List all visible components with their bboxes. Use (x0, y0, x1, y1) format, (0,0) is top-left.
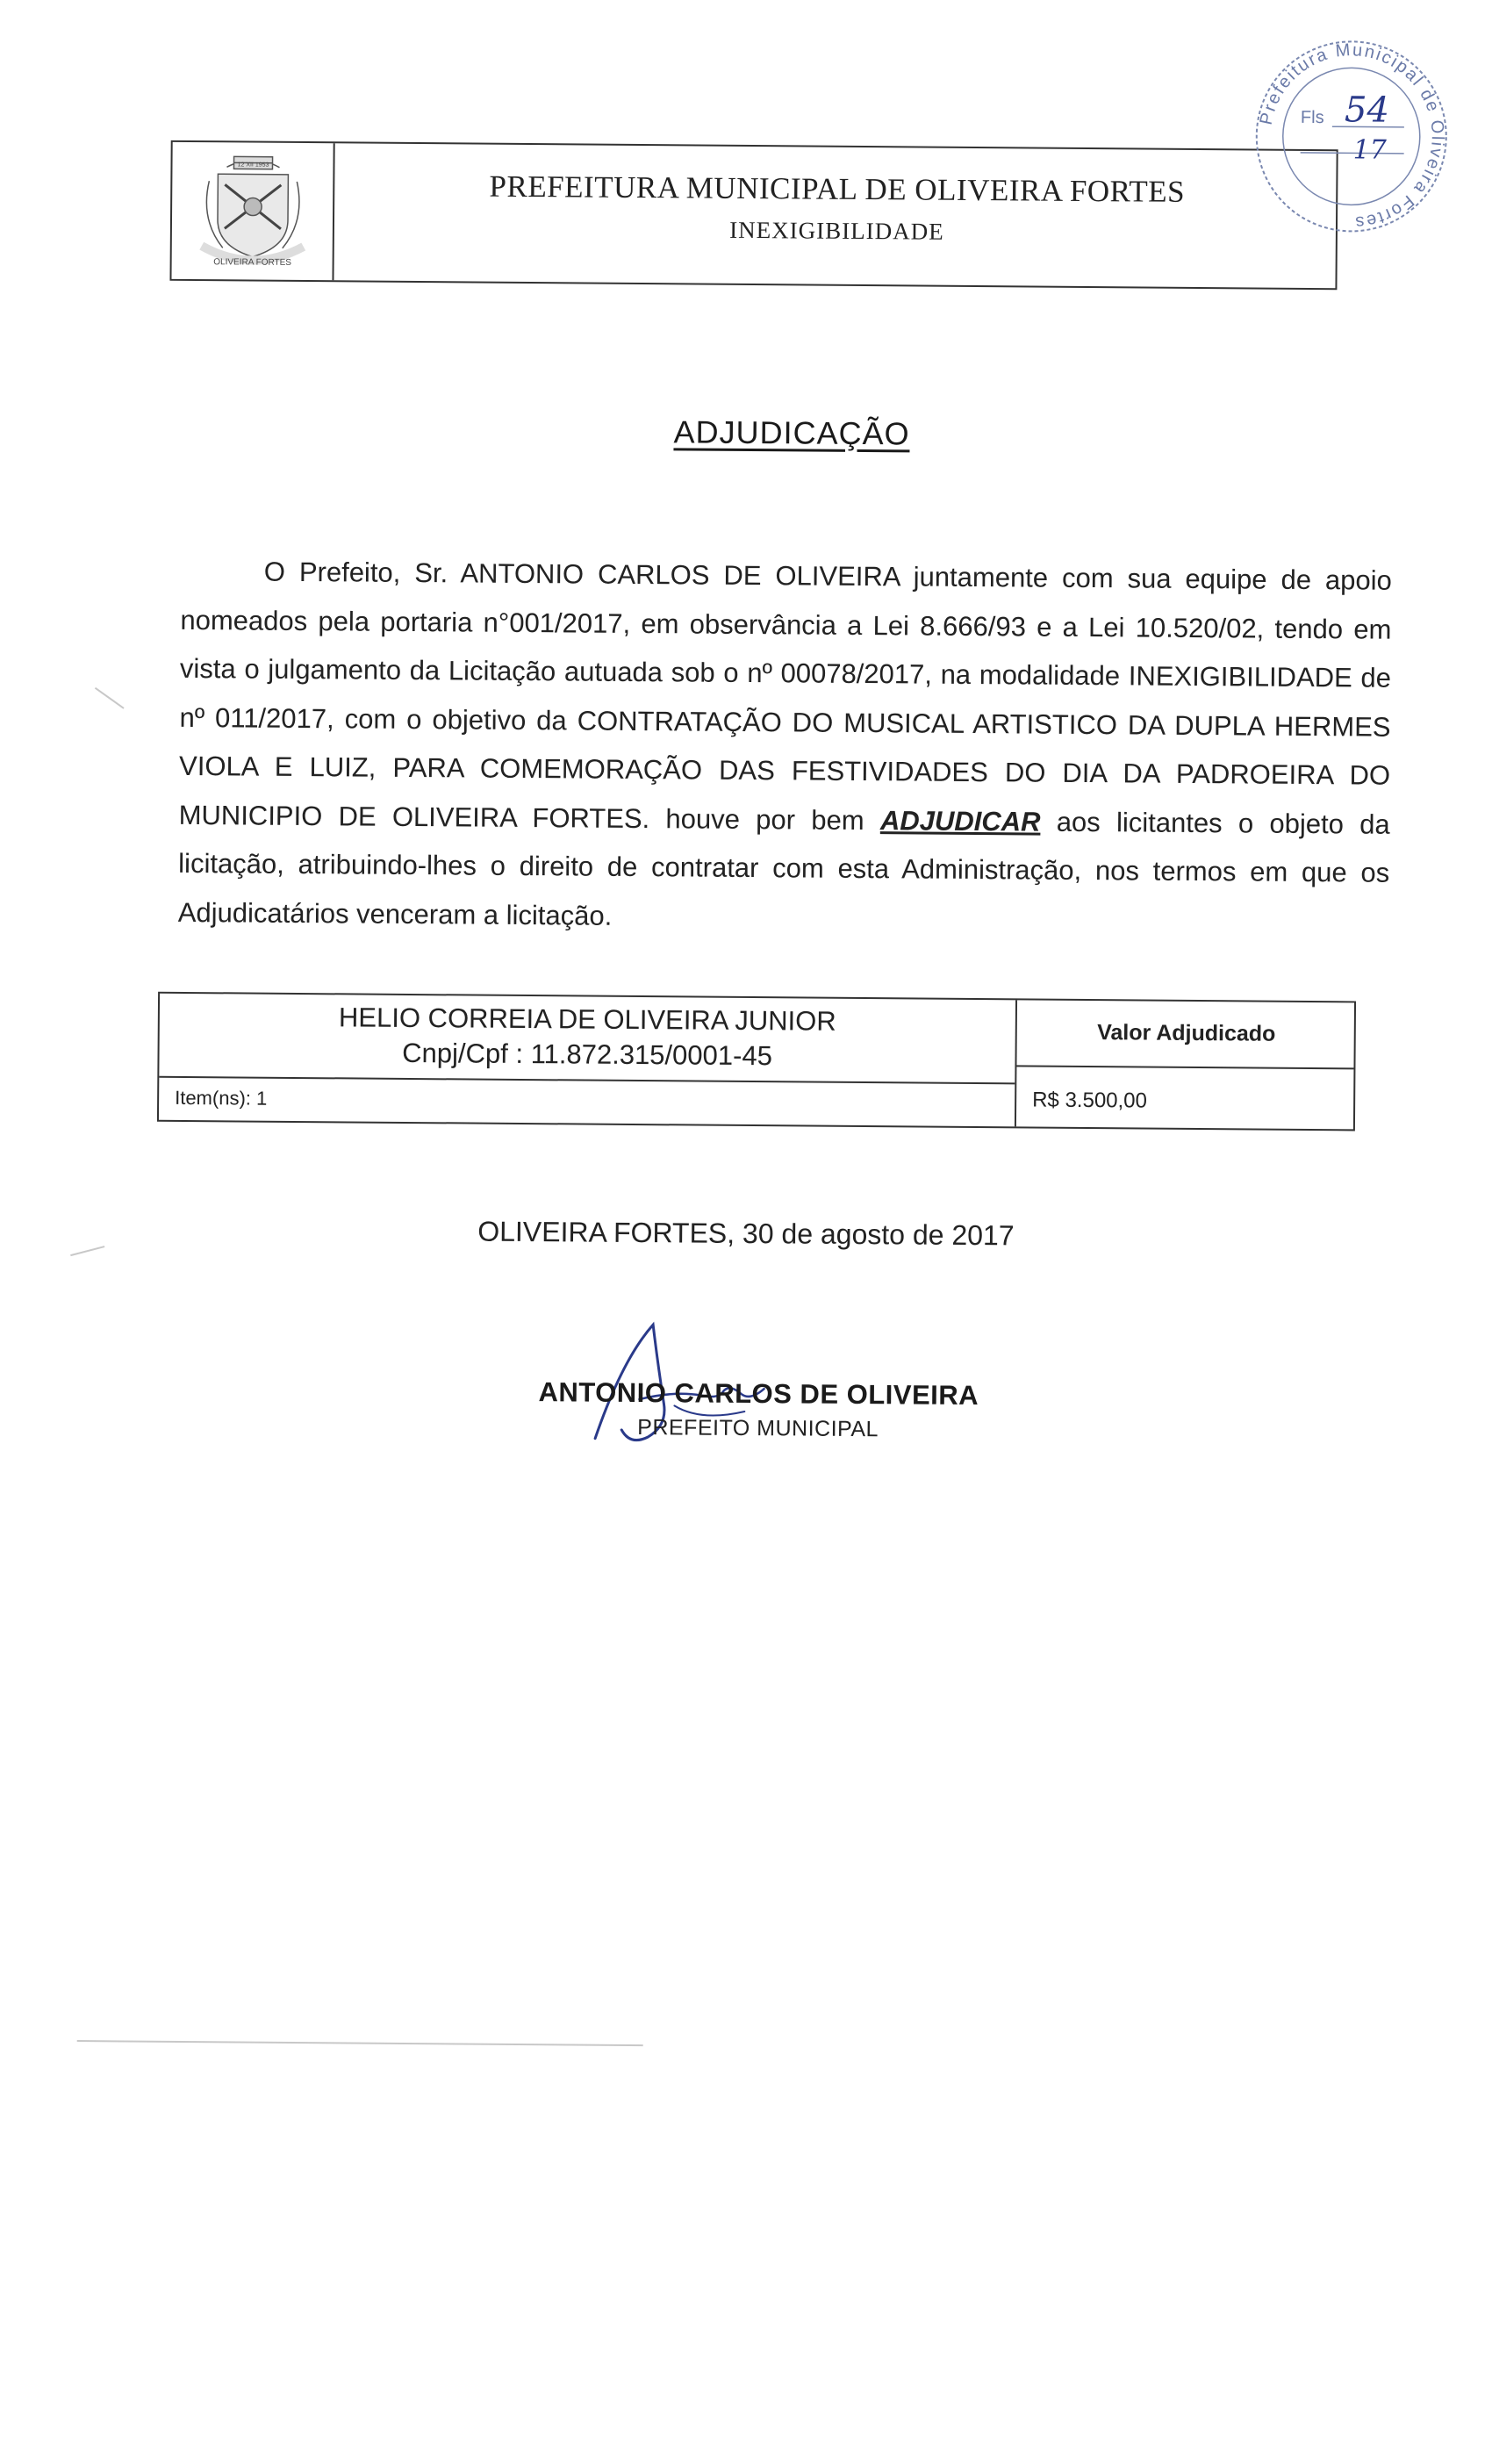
stamp-page-number: 54 (1345, 90, 1389, 130)
stamp-extra-mark: 17 (1353, 134, 1388, 165)
logo-cell (171, 142, 334, 280)
items-label: Item(ns): 1 (175, 1087, 267, 1110)
scan-artifact-line (77, 2040, 643, 2046)
table-divider-right (1015, 1065, 1353, 1069)
value-amount: R$ 3.500,00 (1032, 1088, 1147, 1114)
table-divider-left (159, 1076, 1015, 1085)
adjudicar-emphasis: ADJUDICAR (880, 805, 1041, 837)
stamp-label: Fls (1301, 108, 1324, 127)
adjudication-table (157, 992, 1356, 1131)
date-line: OLIVEIRA FORTES, 30 de agosto de 2017 (0, 1211, 1492, 1255)
logo-caption: OLIVEIRA FORTES (213, 257, 291, 268)
supplier-name: HELIO CORREIA DE OLIVEIRA JUNIOR (160, 1001, 1015, 1039)
supplier-cnpj: Cnpj/Cpf : 11.872.315/0001-45 (159, 1036, 1015, 1074)
body-text-start: O Prefeito, Sr. ANTONIO CARLOS DE OLIVEIRA juntamente com sua equipe de apoio nomeados pela portaria n°001/2017, em observância a Lei 8.666/93 e a Lei 10.520/02, tendo em vista o julgamento da Licitação autuada sob o nº 00078/2017, na modalidade INEXIGIBILIDADE de nº 011/2017, com o objetivo da CONTRATAÇÃO DO MUSICAL ARTISTICO DA DUPLA HERMES VIOLA E LUIZ, PARA COMEMORAÇÃO DAS FESTIVIDADES DO DIA DA PADROEIRA DO MUNICIPIO DE OLIVEIRA FORTES. houve por bem (179, 557, 1392, 836)
letterhead (169, 140, 1338, 290)
stamp-ring-textpath: Prefeitura Municipal de Oliveira Fortes (1256, 40, 1448, 233)
municipal-coat-of-arms-icon (183, 149, 324, 273)
signer-name: ANTONIO CARLOS DE OLIVEIRA (538, 1376, 979, 1412)
page-number-stamp (1245, 34, 1458, 238)
signer-role: PREFEITO MUNICIPAL (637, 1415, 879, 1442)
header-title: PREFEITURA MUNICIPAL DE OLIVEIRA FORTES (334, 168, 1339, 211)
scan-artifact-mark-2 (70, 1246, 104, 1256)
scan-artifact-mark-1 (95, 687, 125, 709)
document-title: ADJUDICAÇÃO (6, 408, 1492, 457)
body-text-end: aos licitantes o objeto da licitação, atribuindo-lhes o direito de contratar com esta Administração, nos termos em que os Adjudicatários venceram a licitação. (178, 806, 1390, 930)
value-header: Valor Adjudicado (1017, 1019, 1356, 1047)
logo-year: 12 XII 1953 (238, 162, 269, 168)
adjudication-paragraph (178, 547, 1392, 946)
header-subtitle: INEXIGIBILIDADE (334, 213, 1339, 248)
